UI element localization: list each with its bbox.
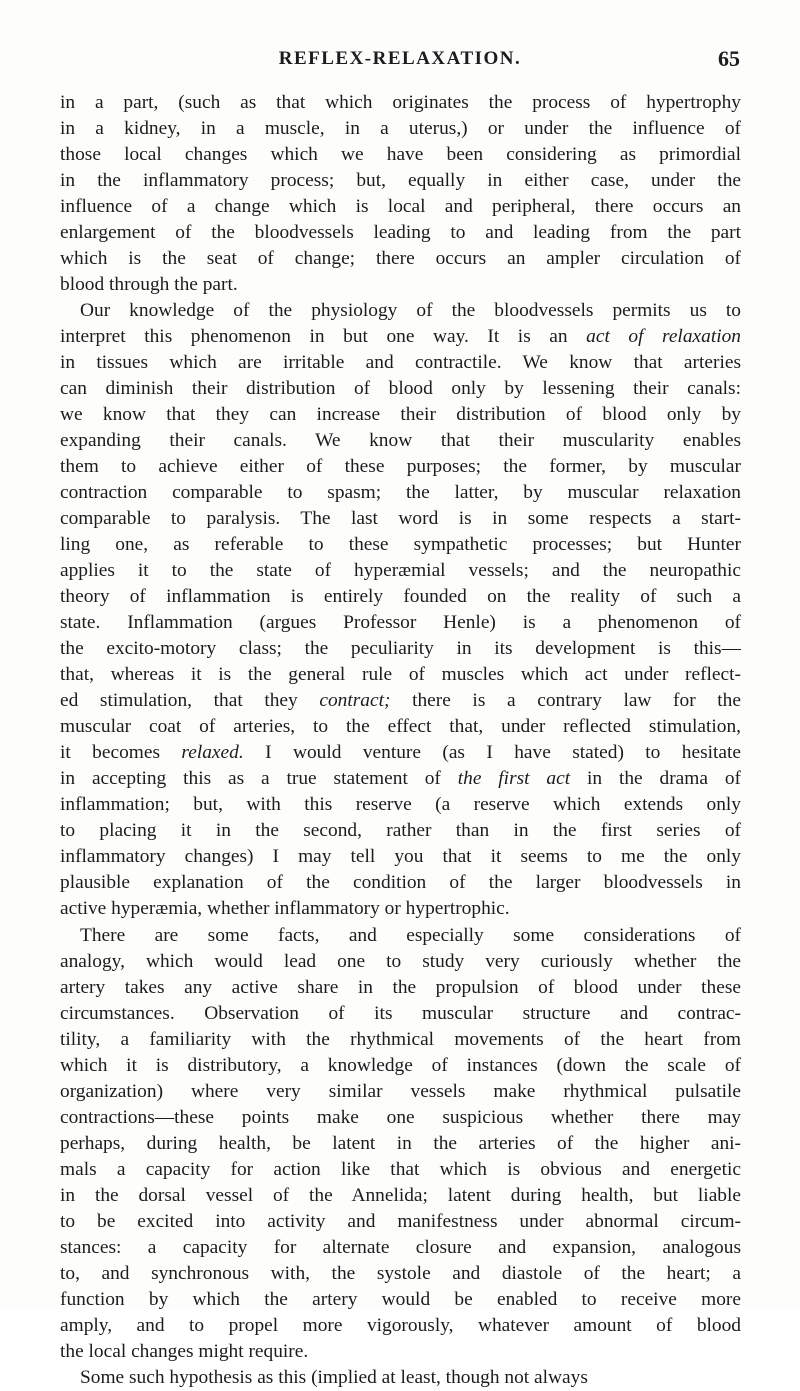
text-line: tility, a familiarity with the rhythmical movements of the heart from xyxy=(60,1028,741,1050)
italic-phrase: act of relaxation xyxy=(586,326,741,348)
text-line: comparable to paralysis. The last word is in some respects a start- xyxy=(60,508,741,530)
text-line: in tissues which are irritable and contractile. We know that arteries xyxy=(60,352,741,374)
line-text: it becomes xyxy=(60,742,161,764)
text-line: influence of a change which is local and peripheral, there occurs an xyxy=(60,196,741,218)
body-text xyxy=(60,90,741,1391)
text-line: in the inflammatory process; but, equally in either case, under the xyxy=(60,170,741,192)
text-line: that, whereas it is the general rule of muscles which act under reflect- xyxy=(60,664,741,686)
italic-phrase: the first act xyxy=(457,768,571,790)
text-line: in the dorsal vessel of the Annelida; latent during health, but liable xyxy=(60,1184,741,1206)
text-line: artery takes any active share in the propulsion of blood under these xyxy=(60,976,741,998)
text-line: function by which the artery would be enabled to receive more xyxy=(60,1288,741,1310)
text-line-with-italic xyxy=(60,324,741,350)
text-line: active hyperæmia, whether inflammatory or hypertrophic. xyxy=(60,898,510,920)
text-line: Some such hypothesis as this (implied at least, though not always xyxy=(80,1366,588,1388)
text-line: ling one, as referable to these sympathetic processes; but Hunter xyxy=(60,534,741,556)
text-line: which it is distributory, a knowledge of instances (down the scale of xyxy=(60,1054,741,1076)
text-line: state. Inflammation (argues Professor Henle) is a phenomenon of xyxy=(60,612,741,634)
line-text: in the drama of xyxy=(587,768,741,790)
text-line: them to achieve either of these purposes; the former, by muscular xyxy=(60,456,741,478)
text-line: those local changes which we have been considering as primordial xyxy=(60,144,741,166)
text-line: to, and synchronous with, the systole and diastole of the heart; a xyxy=(60,1262,741,1284)
text-line-with-italic xyxy=(60,688,741,714)
line-text: I would venture (as I have stated) to hesitate xyxy=(265,742,741,764)
italic-phrase: contract; xyxy=(319,690,391,712)
text-line-with-italic xyxy=(60,740,741,766)
line-text: interpret this phenomenon in but one way. It is an xyxy=(60,326,568,348)
text-line: we know that they can increase their distribution of blood only by xyxy=(60,404,741,426)
text-line: theory of inflammation is entirely founded on the reality of such a xyxy=(60,586,741,608)
text-line: applies it to the state of hyperæmial vessels; and the neuropathic xyxy=(60,560,741,582)
line-text: ed stimulation, that they xyxy=(60,690,298,712)
text-line: which is the seat of change; there occurs an ampler circulation of xyxy=(60,248,741,270)
line-text: there is a contrary law for the xyxy=(412,690,741,712)
running-head xyxy=(60,48,740,78)
running-title: REFLEX-RELAXATION. xyxy=(278,48,522,69)
text-line: There are some facts, and especially some considerations of xyxy=(80,924,741,946)
italic-phrase: relaxed. xyxy=(181,742,244,764)
text-line: mals a capacity for action like that which is obvious and energetic xyxy=(60,1158,741,1180)
line-text: in accepting this as a true statement of xyxy=(60,768,441,790)
text-line: plausible explanation of the condition of the larger bloodvessels in xyxy=(60,872,741,894)
text-line: Our knowledge of the physiology of the bloodvessels permits us to xyxy=(80,300,741,322)
text-line: amply, and to propel more vigorously, whatever amount of blood xyxy=(60,1314,741,1336)
text-line: analogy, which would lead one to study very curiously whether the xyxy=(60,950,741,972)
page-number: 65 xyxy=(718,46,740,71)
text-line: circumstances. Observation of its muscular structure and contrac- xyxy=(60,1002,741,1024)
text-line: inflammatory changes) I may tell you that it seems to me the only xyxy=(60,846,741,868)
text-line-with-italic xyxy=(60,766,741,792)
text-line: blood through the part. xyxy=(60,274,238,296)
text-line: the excito-motory class; the peculiarity in its development is this— xyxy=(60,638,741,660)
text-line: contractions—these points make one suspicious whether there may xyxy=(60,1106,741,1128)
text-line: can diminish their distribution of blood only by lessening their canals: xyxy=(60,378,741,400)
text-line: enlargement of the bloodvessels leading to and leading from the part xyxy=(60,222,741,244)
text-line: in a part, (such as that which originates the process of hypertrophy xyxy=(60,92,741,113)
text-line: muscular coat of arteries, to the effect that, under reflected stimulation, xyxy=(60,716,741,738)
text-line: perhaps, during health, be latent in the arteries of the higher ani- xyxy=(60,1132,741,1154)
text-line: the local changes might require. xyxy=(60,1340,309,1362)
text-line: expanding their canals. We know that their muscularity enables xyxy=(60,430,741,452)
text-line: organization) where very similar vessels make rhythmical pulsatile xyxy=(60,1080,741,1102)
text-line: inflammation; but, with this reserve (a reserve which extends only xyxy=(60,794,741,816)
text-line: contraction comparable to spasm; the latter, by muscular relaxation xyxy=(60,482,741,504)
text-line: in a kidney, in a muscle, in a uterus,) or under the influence of xyxy=(60,118,741,140)
text-line: to placing it in the second, rather than in the first series of xyxy=(60,820,741,842)
text-line: stances: a capacity for alternate closure and expansion, analogous xyxy=(60,1236,741,1258)
text-line: to be excited into activity and manifestness under abnormal circum- xyxy=(60,1210,741,1232)
